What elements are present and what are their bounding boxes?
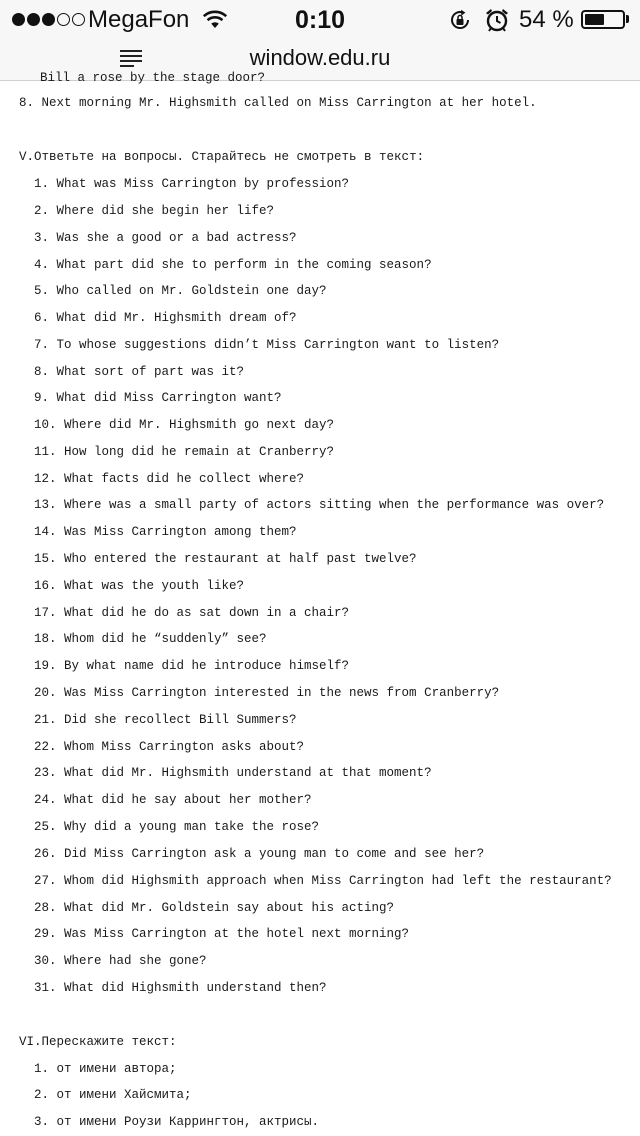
alarm-clock-icon — [484, 7, 510, 33]
question-item: 13. Where was a small party of actors sitting when the performance was over? — [34, 498, 605, 512]
question-item: 12. What facts did he collect where? — [34, 472, 305, 486]
question-item: 31. What did Highsmith understand then? — [34, 981, 327, 995]
question-item: 22. Whom Miss Carrington asks about? — [34, 740, 305, 754]
question-item: 28. What did Mr. Goldstein say about his acting? — [34, 901, 395, 915]
question-item: 6. What did Mr. Highsmith dream of? — [34, 311, 297, 325]
question-item: 24. What did he say about her mother? — [34, 793, 312, 807]
question-item: 18. Whom did he “suddenly” see? — [34, 632, 267, 646]
question-item: 15. Who entered the restaurant at half past twelve? — [34, 552, 417, 566]
question-item: 16. What was the youth like? — [34, 579, 245, 593]
question-item: 26. Did Miss Carrington ask a young man to come and see her? — [34, 847, 485, 861]
question-item: 8. What sort of part was it? — [34, 365, 245, 379]
question-item: 14. Was Miss Carrington among them? — [34, 525, 297, 539]
question-item: 11. How long did he remain at Cranberry? — [34, 445, 335, 459]
section-vi-heading: VI.Перескажите текст: — [19, 1035, 177, 1049]
question-item: 9. What did Miss Carrington want? — [34, 391, 282, 405]
retell-item: 3. от имени Роузи Каррингтон, актрисы. — [34, 1115, 320, 1129]
question-item: 25. Why did a young man take the rose? — [34, 820, 320, 834]
question-item: 17. What did he do as sat down in a chair? — [34, 606, 350, 620]
list-item-8: 8. Next morning Mr. Highsmith called on Miss Carrington at her hotel. — [19, 96, 537, 110]
question-item: 7. To whose suggestions didn’t Miss Carrington want to listen? — [34, 338, 500, 352]
question-item: 19. By what name did he introduce himself? — [34, 659, 350, 673]
section-v-heading: V.Ответьте на вопросы. Старайтесь не смотреть в текст: — [19, 150, 425, 164]
question-item: 5. Who called on Mr. Goldstein one day? — [34, 284, 327, 298]
question-item: 10. Where did Mr. Highsmith go next day? — [34, 418, 335, 432]
previous-item-partial: Bill a rose by the stage door? — [40, 71, 266, 85]
clock-time: 0:10 — [294, 6, 346, 34]
status-bar — [0, 0, 640, 40]
battery-level-fill — [585, 14, 604, 25]
retell-item: 1. от имени автора; — [34, 1062, 177, 1076]
question-item: 23. What did Mr. Highsmith understand at that moment? — [34, 766, 432, 780]
battery-cap — [626, 15, 629, 23]
question-item: 2. Where did she begin her life? — [34, 204, 275, 218]
question-item: 20. Was Miss Carrington interested in the news from Cranberry? — [34, 686, 500, 700]
url-text[interactable]: window.edu.ru — [249, 45, 391, 70]
question-item: 29. Was Miss Carrington at the hotel next morning? — [34, 927, 410, 941]
question-item: 1. What was Miss Carrington by profession? — [34, 177, 350, 191]
battery-percentage: 54 % — [519, 6, 574, 33]
question-item: 30. Where had she gone? — [34, 954, 207, 968]
question-item: 21. Did she recollect Bill Summers? — [34, 713, 297, 727]
question-item: 27. Whom did Highsmith approach when Miss Carrington had left the restaurant? — [34, 874, 612, 888]
question-item: 3. Was she a good or a bad actress? — [34, 231, 297, 245]
document-content — [0, 71, 640, 1136]
retell-item: 2. от имени Хайсмита; — [34, 1088, 192, 1102]
rotation-lock-icon — [448, 8, 472, 32]
battery-icon — [581, 10, 625, 29]
carrier-name: MegaFon — [88, 6, 190, 33]
question-item: 4. What part did she to perform in the coming season? — [34, 258, 432, 272]
